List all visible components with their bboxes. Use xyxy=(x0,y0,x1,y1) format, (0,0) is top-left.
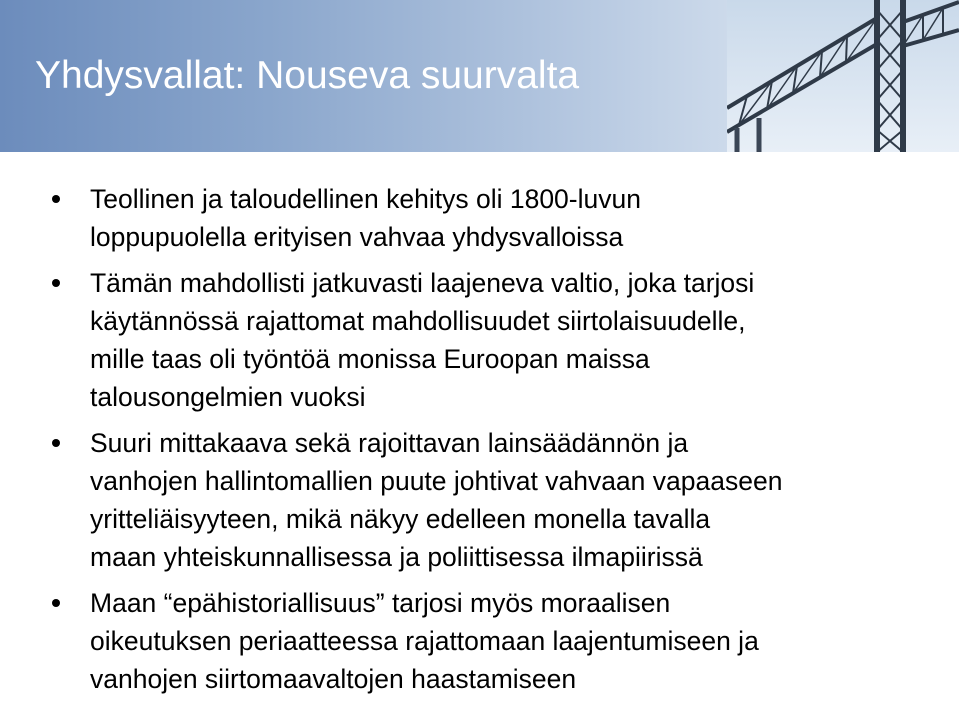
bullet-dot-icon xyxy=(52,195,60,203)
slide-title: Yhdysvallat: Nouseva suurvalta xyxy=(35,54,580,97)
bridge-photo xyxy=(727,0,959,152)
bullet-line: Maan “epähistoriallisuus” tarjosi myös moraalisen xyxy=(90,588,671,618)
bullet-item xyxy=(52,424,932,576)
bullet-line: käytännössä rajattomat mahdollisuudet siirtolaisuudelle, xyxy=(90,306,746,336)
bullet-item xyxy=(52,584,932,698)
bullet-line: yritteliäisyyteen, mikä näkyy edelleen monella tavalla xyxy=(90,504,711,534)
bullet-line: vanhojen siirtomaavaltojen haastamiseen xyxy=(90,664,577,694)
bullet-line: talousongelmien vuoksi xyxy=(90,382,366,412)
sky-background xyxy=(727,0,959,152)
bullet-line: mille taas oli työntöä monissa Euroopan maissa xyxy=(90,344,650,374)
bullet-item xyxy=(52,264,932,416)
bullet-line: loppupuolella erityisen vahvaa yhdysvalloissa xyxy=(90,222,624,252)
bullet-line: Suuri mittakaava sekä rajoittavan lainsäädännön ja xyxy=(90,428,689,458)
bullet-list xyxy=(52,180,932,701)
bullet-dot-icon xyxy=(52,599,60,607)
bullet-line: Teollinen ja taloudellinen kehitys oli 1800-luvun xyxy=(90,184,641,214)
bullet-line: Tämän mahdollisti jatkuvasti laajeneva valtio, joka tarjosi xyxy=(90,268,755,298)
bullet-dot-icon xyxy=(52,439,60,447)
bullet-line: oikeutuksen periaatteessa rajattomaan laajentumiseen ja xyxy=(90,626,759,656)
bullet-line: vanhojen hallintomallien puute johtivat vahvaan vapaaseen xyxy=(90,466,783,496)
bridge-image xyxy=(727,0,959,152)
bullet-item xyxy=(52,180,932,256)
bullet-line: maan yhteiskunnallisessa ja poliittisessa ilmapiirissä xyxy=(90,542,703,572)
bullet-dot-icon xyxy=(52,279,60,287)
